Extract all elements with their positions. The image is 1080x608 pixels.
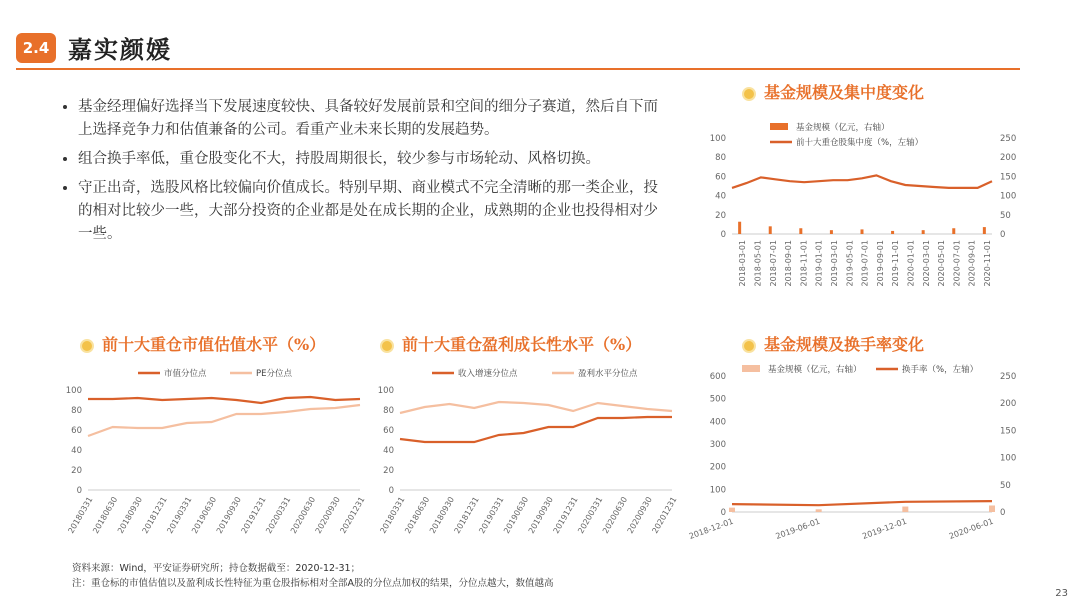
bullet-list <box>60 96 660 252</box>
x-tick-label: 2019-12-01 <box>861 516 908 542</box>
bar <box>769 226 772 234</box>
bullet-dot-icon <box>742 87 756 101</box>
legend-label: 基金规模（亿元，右轴） <box>796 123 890 133</box>
y-tick-label: 500 <box>709 394 726 405</box>
bar <box>729 508 735 512</box>
x-tick-label: 20180930 <box>115 495 145 536</box>
legend-swatch <box>770 123 788 130</box>
x-tick-label: 2020-07-01 <box>952 240 962 287</box>
y2-tick-label: 200 <box>1000 399 1017 410</box>
y2-tick-label: 100 <box>1000 191 1017 202</box>
bar <box>891 231 894 234</box>
x-tick-label: 20190331 <box>165 495 194 536</box>
bar <box>816 509 822 512</box>
y2-tick-label: 100 <box>1000 453 1017 464</box>
bar <box>983 227 986 234</box>
series-line <box>400 402 672 413</box>
legend-label: 换手率（%，左轴） <box>902 365 979 375</box>
y-tick-label: 200 <box>709 462 726 473</box>
x-tick-label: 2019-06-01 <box>774 516 822 542</box>
x-tick-label: 2020-03-01 <box>921 239 931 287</box>
x-tick-label: 20190331 <box>477 495 506 536</box>
x-tick-label: 2018-12-01 <box>687 516 735 542</box>
x-tick-label: 2019-03-01 <box>830 240 840 287</box>
footer-source: 资料来源：Wind，平安证券研究所；持仓数据截至：2020-12-31； <box>72 563 361 574</box>
y-tick-label: 80 <box>71 406 82 416</box>
x-tick-label: 20201231 <box>650 495 679 536</box>
y2-tick-label: 250 <box>1000 134 1017 144</box>
y2-tick-label: 50 <box>1000 480 1011 491</box>
x-tick-label: 20200930 <box>625 495 654 536</box>
y-tick-label: 600 <box>709 372 726 382</box>
bullet-dot-icon <box>80 339 94 353</box>
bar <box>922 230 925 234</box>
y-tick-label: 40 <box>383 446 394 456</box>
x-tick-label: 20190630 <box>502 495 531 536</box>
x-tick-label: 2019-05-01 <box>845 240 855 287</box>
y-tick-label: 100 <box>377 386 394 396</box>
legend-label: 前十大重仓股集中度（%，左轴） <box>796 138 924 148</box>
chart-scale-turnover <box>687 360 1040 545</box>
section-badge: 2.4 <box>16 33 56 63</box>
x-tick-label: 20200930 <box>313 495 342 536</box>
x-tick-label: 2020-06-01 <box>947 516 995 542</box>
legend-label: 收入增速分位点 <box>458 369 518 379</box>
y-tick-label: 0 <box>720 508 726 518</box>
y2-tick-label: 150 <box>1000 172 1017 183</box>
x-tick-label: 2018-05-01 <box>753 240 763 287</box>
y-tick-label: 80 <box>383 406 394 416</box>
y-tick-label: 20 <box>715 210 726 221</box>
series-line <box>88 397 360 403</box>
page-number: 23 <box>1055 588 1068 599</box>
chart-growth <box>372 360 682 550</box>
x-tick-label: 20180331 <box>378 495 407 536</box>
legend-label: 市值分位点 <box>164 369 207 379</box>
x-tick-label: 20191231 <box>551 495 580 536</box>
x-tick-label: 2020-11-01 <box>982 240 992 287</box>
x-tick-label: 20180331 <box>66 495 95 536</box>
y-tick-label: 400 <box>709 417 726 428</box>
bar <box>902 507 908 512</box>
chart-title-scale-turnover: 基金规模及换手率变化 <box>742 332 924 355</box>
x-tick-label: 20200630 <box>288 495 318 536</box>
y2-tick-label: 0 <box>1000 508 1006 518</box>
chart-scale-concentration <box>700 112 1040 302</box>
x-tick-label: 20180630 <box>91 495 120 536</box>
series-line <box>732 501 992 505</box>
bullet-item: • 守正出奇，选股风格比较偏向价值成长。特别早期、商业模式不完全清晰的那一类企业，投的相对比较少一些，大部分投资的企业都是处在成长期的企业，成熟期的企业也投得相对少一些。 <box>78 177 660 246</box>
x-tick-label: 20200331 <box>576 495 605 536</box>
y2-tick-label: 250 <box>1000 372 1017 382</box>
chart-title-valuation: 前十大重仓市值估值水平（%） <box>80 332 325 355</box>
bullet-dot-icon <box>380 339 394 353</box>
legend-label: 基金规模（亿元，右轴） <box>768 365 862 375</box>
y-tick-label: 100 <box>65 386 82 396</box>
x-tick-label: 2019-11-01 <box>891 240 901 287</box>
y2-tick-label: 150 <box>1000 426 1017 437</box>
x-tick-label: 20201231 <box>338 495 367 536</box>
footer-note: 注：重仓标的市值估值以及盈利成长性特征为重仓股指标相对全部A股的分位点加权的结果，分位点越大，数值越高 <box>72 578 554 589</box>
x-tick-label: 2019-01-01 <box>814 240 824 287</box>
x-tick-label: 2018-09-01 <box>784 240 794 287</box>
header-rule <box>16 68 1020 70</box>
bullet-item: • 组合换手率低，重仓股变化不大，持股周期很长，较少参与市场轮动、风格切换。 <box>78 148 660 171</box>
bar <box>830 230 833 234</box>
x-tick-label: 20200630 <box>600 495 630 536</box>
x-tick-label: 2020-01-01 <box>906 240 916 287</box>
bar <box>738 222 741 234</box>
x-tick-label: 20190930 <box>526 495 555 536</box>
chart-valuation <box>60 360 370 550</box>
y-tick-label: 20 <box>383 466 394 476</box>
y-tick-label: 0 <box>388 486 394 496</box>
x-tick-label: 20181231 <box>452 495 481 536</box>
x-tick-label: 2018-03-01 <box>738 240 748 287</box>
bar <box>952 228 955 234</box>
legend-label: 盈利水平分位点 <box>578 369 638 379</box>
x-tick-label: 20190630 <box>190 495 219 536</box>
page-title: 嘉实颜媛 <box>68 35 172 64</box>
x-tick-label: 20191231 <box>239 495 268 536</box>
bullet-item: • 基金经理偏好选择当下发展速度较快、具备较好发展前景和空间的细分子赛道，然后自下而上选择竞争力和估值兼备的公司。看重产业未来长期的发展趋势。 <box>78 96 660 142</box>
y-tick-label: 60 <box>71 426 82 436</box>
chart-title-growth: 前十大重仓盈利成长性水平（%） <box>380 332 641 355</box>
series-line <box>732 175 992 188</box>
y-tick-label: 100 <box>709 485 726 496</box>
bar <box>799 228 802 234</box>
x-tick-label: 20180630 <box>403 495 432 536</box>
y-tick-label: 40 <box>71 446 82 456</box>
legend-label: PE分位点 <box>256 369 292 379</box>
x-tick-label: 20190930 <box>214 495 243 536</box>
series-line <box>400 417 672 442</box>
chart-title-scale-concentration: 基金规模及集中度变化 <box>742 80 924 103</box>
bar <box>861 229 864 234</box>
x-tick-label: 2019-09-01 <box>875 240 885 287</box>
y-tick-label: 60 <box>383 426 394 436</box>
y-tick-label: 60 <box>715 172 726 183</box>
y-tick-label: 0 <box>76 486 82 496</box>
x-tick-label: 2020-05-01 <box>937 240 947 287</box>
y-tick-label: 100 <box>709 134 726 144</box>
series-line <box>88 405 360 436</box>
y2-tick-label: 200 <box>1000 153 1017 164</box>
bullet-dot-icon <box>742 339 756 353</box>
x-tick-label: 2019-07-01 <box>860 240 870 287</box>
x-tick-label: 2018-07-01 <box>768 240 778 287</box>
x-tick-label: 2018-11-01 <box>799 240 809 287</box>
y-tick-label: 0 <box>720 230 726 240</box>
x-tick-label: 20200331 <box>264 495 293 536</box>
legend-swatch <box>742 365 760 372</box>
bar <box>989 505 995 512</box>
y2-tick-label: 0 <box>1000 230 1006 240</box>
y-tick-label: 40 <box>715 191 726 202</box>
y-tick-label: 80 <box>715 153 726 164</box>
x-tick-label: 20181231 <box>140 495 169 536</box>
x-tick-label: 20180930 <box>427 495 457 536</box>
x-tick-label: 2020-09-01 <box>967 240 977 287</box>
y-tick-label: 300 <box>709 440 726 450</box>
y-tick-label: 20 <box>71 466 82 476</box>
y2-tick-label: 50 <box>1000 210 1011 221</box>
